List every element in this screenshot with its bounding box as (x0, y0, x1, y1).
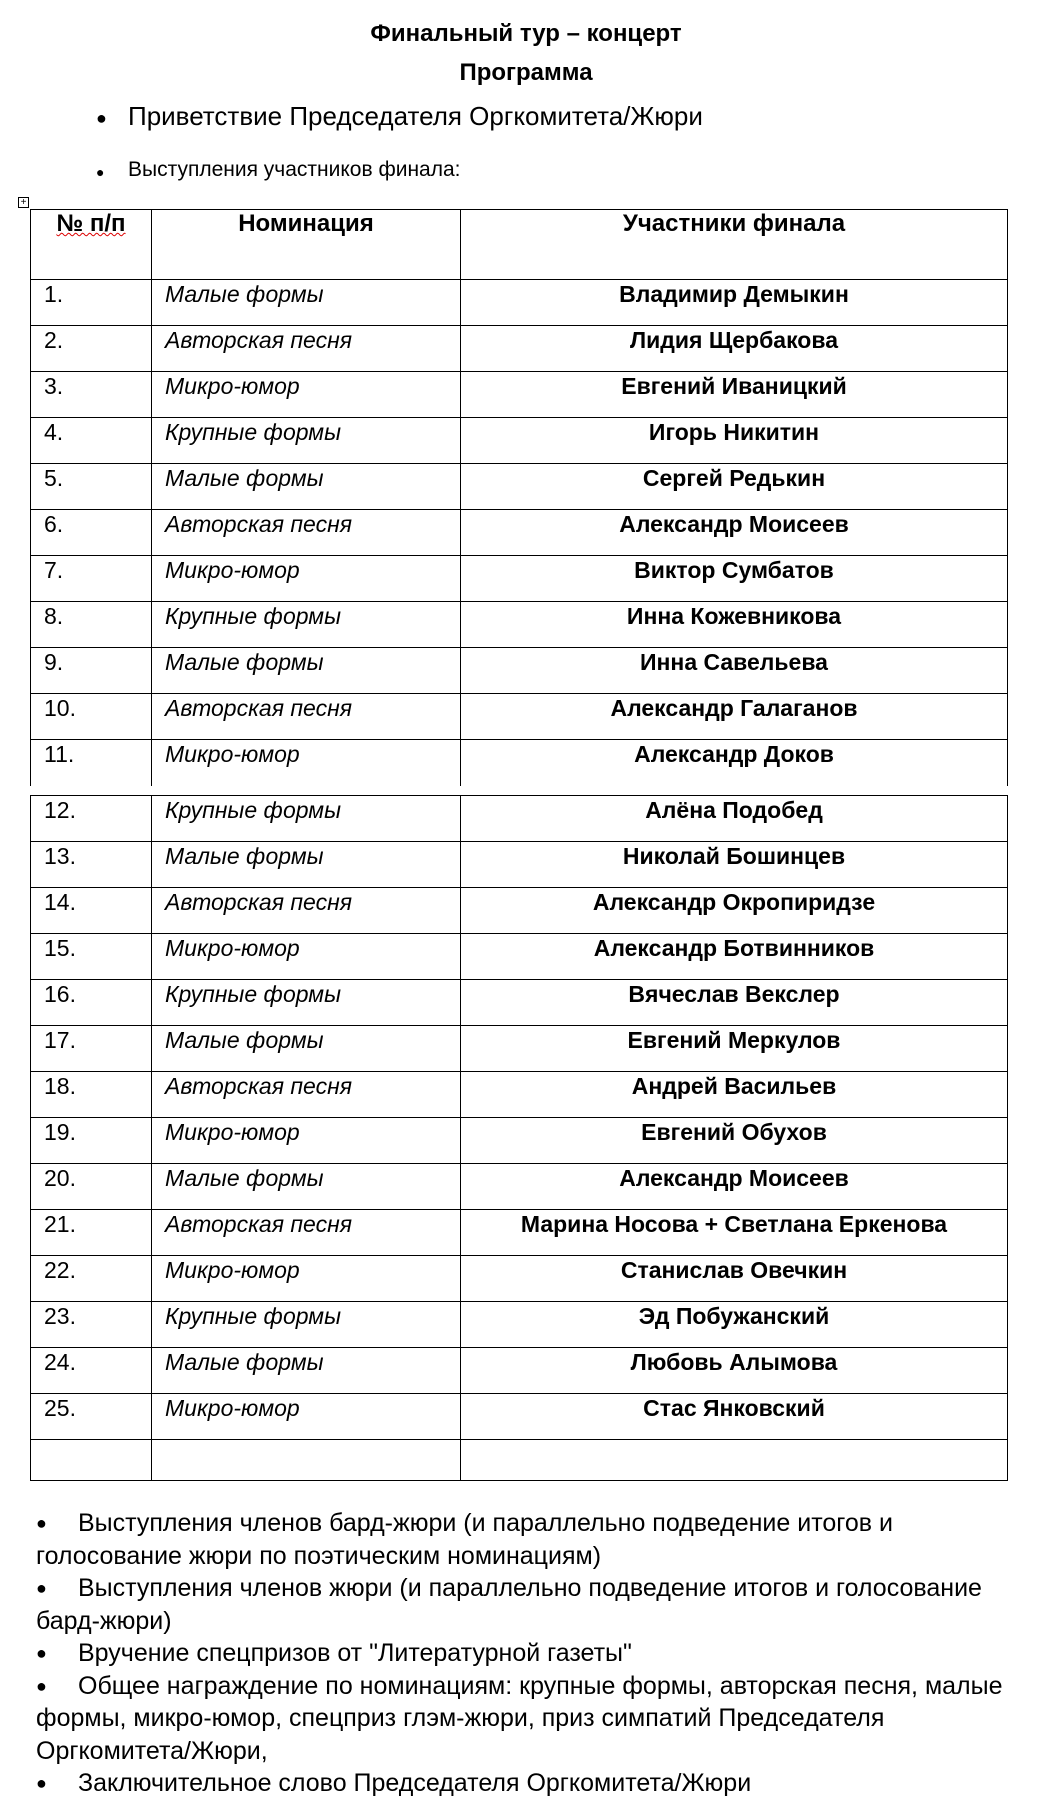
table-row (31, 510, 1008, 556)
bullet-dot-icon: ● (36, 1773, 47, 1793)
row-nomination: Малые формы (152, 1348, 461, 1394)
table-row (31, 1348, 1008, 1394)
row-number: 3. (31, 372, 152, 418)
row-number: 17. (31, 1026, 152, 1072)
closing-bullet-item (36, 1572, 1016, 1637)
row-number: 4. (31, 418, 152, 464)
closing-bullet-item (36, 1507, 1016, 1572)
row-participant: Инна Кожевникова (461, 602, 1008, 648)
bullet-dot-icon: ● (36, 1513, 47, 1533)
row-participant: Эд Побужанский (461, 1302, 1008, 1348)
row-number: 7. (31, 556, 152, 602)
table-row (31, 1072, 1008, 1118)
table-row (31, 1394, 1008, 1440)
table-row (31, 280, 1008, 326)
document-title: Финальный тур – концерт (370, 20, 682, 47)
closing-bullet-text: Выступления членов жюри (и параллельно подведение итогов и голосование бард-жюри) (36, 1574, 982, 1635)
row-number: 8. (31, 602, 152, 648)
closing-bullet-text: Общее награждение по номинациям: крупные формы, авторская песня, малые формы, микро-юмор, спецприз глэм-жюри, приз симпатий Председателя Оргкомитета/Жюри, (36, 1671, 1003, 1765)
empty-cell (31, 1440, 152, 1481)
row-participant: Александр Ботвинников (461, 934, 1008, 980)
table-row (31, 1026, 1008, 1072)
row-nomination: Микро-юмор (152, 1256, 461, 1302)
table-row (31, 980, 1008, 1026)
row-participant: Стас Янковский (461, 1394, 1008, 1440)
row-number: 19. (31, 1118, 152, 1164)
row-nomination: Авторская песня (152, 510, 461, 556)
row-number: 20. (31, 1164, 152, 1210)
row-number: 25. (31, 1394, 152, 1440)
row-participant: Виктор Сумбатов (461, 556, 1008, 602)
row-nomination: Авторская песня (152, 1210, 461, 1256)
bullet-dot-icon: ● (96, 164, 105, 180)
table-move-handle-icon[interactable]: + (18, 197, 29, 208)
table-row (31, 602, 1008, 648)
row-nomination: Авторская песня (152, 326, 461, 372)
table-row (31, 1164, 1008, 1210)
row-number: 14. (31, 888, 152, 934)
closing-bullet-item (36, 1637, 1016, 1670)
row-participant: Александр Моисеев (461, 510, 1008, 556)
row-participant: Лидия Щербакова (461, 326, 1008, 372)
table-row (31, 556, 1008, 602)
row-participant: Станислав Овечкин (461, 1256, 1008, 1302)
table-header-row (31, 210, 1008, 280)
row-nomination: Микро-юмор (152, 934, 461, 980)
bullet-dot-icon: ● (36, 1643, 47, 1663)
table-row (31, 648, 1008, 694)
bullet-dot-icon: ● (36, 1675, 47, 1696)
row-participant: Александр Окропиридзе (461, 888, 1008, 934)
row-number: 24. (31, 1348, 152, 1394)
row-number: 6. (31, 510, 152, 556)
header-nomination: Номинация (152, 210, 461, 280)
empty-cell (152, 1440, 461, 1481)
row-participant: Владимир Демыкин (461, 280, 1008, 326)
table-row (31, 796, 1008, 842)
row-participant: Евгений Обухов (461, 1118, 1008, 1164)
bullet-dot-icon: ● (36, 1578, 47, 1598)
row-number: 9. (31, 648, 152, 694)
row-participant: Инна Савельева (461, 648, 1008, 694)
table-row (31, 326, 1008, 372)
header-participants: Участники финала (461, 210, 1008, 280)
table-row (31, 694, 1008, 740)
row-nomination: Крупные формы (152, 980, 461, 1026)
row-participant: Александр Галаганов (461, 694, 1008, 740)
row-number: 18. (31, 1072, 152, 1118)
row-nomination: Крупные формы (152, 796, 461, 842)
row-participant: Игорь Никитин (461, 418, 1008, 464)
intro-bullet-text: Приветствие Председателя Оргкомитета/Жюри (128, 101, 703, 131)
row-number: 2. (31, 326, 152, 372)
closing-bullet-item (36, 1767, 1016, 1800)
row-number: 5. (31, 464, 152, 510)
closing-bullet-text: Заключительное слово Председателя Оргкомитета/Жюри (78, 1769, 752, 1797)
intro-bullet-text: Выступления участников финала: (128, 158, 461, 181)
row-participant: Марина Носова + Светлана Еркенова (461, 1210, 1008, 1256)
empty-cell (461, 1440, 1008, 1481)
table-row (31, 464, 1008, 510)
row-nomination: Микро-юмор (152, 740, 461, 786)
table-row (31, 1118, 1008, 1164)
row-number: 15. (31, 934, 152, 980)
row-nomination: Крупные формы (152, 1302, 461, 1348)
row-nomination: Малые формы (152, 1164, 461, 1210)
row-number: 10. (31, 694, 152, 740)
row-number: 11. (31, 740, 152, 786)
row-nomination: Малые формы (152, 1026, 461, 1072)
table-empty-row (31, 1440, 1008, 1481)
row-participant: Андрей Васильев (461, 1072, 1008, 1118)
table-row (31, 842, 1008, 888)
row-nomination: Микро-юмор (152, 1394, 461, 1440)
row-nomination: Малые формы (152, 648, 461, 694)
row-number: 21. (31, 1210, 152, 1256)
participants-table-part-2 (30, 795, 1008, 1481)
row-participant: Любовь Алымова (461, 1348, 1008, 1394)
row-number: 12. (31, 796, 152, 842)
row-number: 16. (31, 980, 152, 1026)
table-row (31, 888, 1008, 934)
table-row (31, 1302, 1008, 1348)
row-number: 22. (31, 1256, 152, 1302)
row-participant: Александр Моисеев (461, 1164, 1008, 1210)
row-nomination: Авторская песня (152, 1072, 461, 1118)
row-nomination: Крупные формы (152, 418, 461, 464)
document-subtitle: Программа (459, 59, 593, 86)
table-row (31, 1256, 1008, 1302)
row-nomination: Малые формы (152, 842, 461, 888)
row-participant: Николай Бошинцев (461, 842, 1008, 888)
row-nomination: Крупные формы (152, 602, 461, 648)
row-participant: Евгений Иваницкий (461, 372, 1008, 418)
closing-bullet-item (36, 1670, 1016, 1768)
row-participant: Евгений Меркулов (461, 1026, 1008, 1072)
table-row (31, 418, 1008, 464)
closing-program-list (36, 1507, 1016, 1800)
row-nomination: Микро-юмор (152, 1118, 461, 1164)
header-number: № п/п (31, 210, 152, 280)
bullet-dot-icon: ● (96, 108, 107, 128)
table-row (31, 1210, 1008, 1256)
row-nomination: Авторская песня (152, 694, 461, 740)
table-row (31, 740, 1008, 786)
row-participant: Сергей Редькин (461, 464, 1008, 510)
row-participant: Александр Доков (461, 740, 1008, 786)
participants-table-part-1 (30, 209, 1008, 786)
row-number: 23. (31, 1302, 152, 1348)
row-nomination: Микро-юмор (152, 556, 461, 602)
row-number: 13. (31, 842, 152, 888)
row-nomination: Малые формы (152, 280, 461, 326)
row-nomination: Авторская песня (152, 888, 461, 934)
closing-bullet-text: Вручение спецпризов от "Литературной газеты" (78, 1639, 632, 1667)
row-number: 1. (31, 280, 152, 326)
closing-bullet-text: Выступления членов бард-жюри (и параллельно подведение итогов и голосование жюри по поэтическим номинациям) (36, 1509, 893, 1570)
row-nomination: Малые формы (152, 464, 461, 510)
row-participant: Вячеслав Векслер (461, 980, 1008, 1026)
row-participant: Алёна Подобед (461, 796, 1008, 842)
table-row (31, 934, 1008, 980)
row-nomination: Микро-юмор (152, 372, 461, 418)
table-row (31, 372, 1008, 418)
